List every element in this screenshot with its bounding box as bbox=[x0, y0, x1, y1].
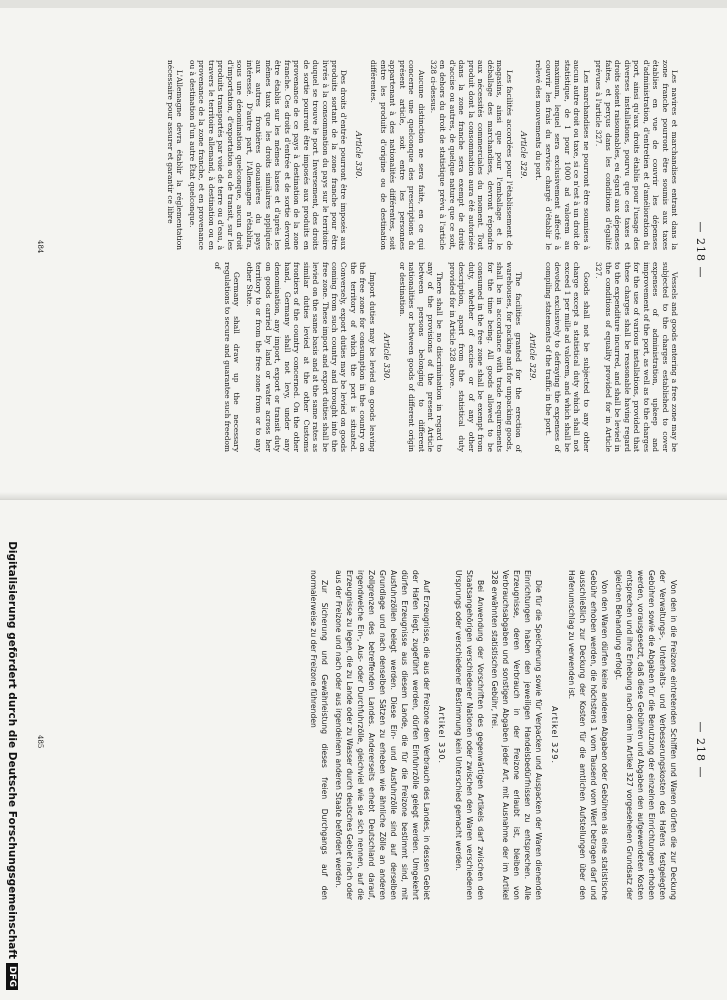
paragraph: Aucune distinction ne sera faite, en ce qui concerne une quelconque des prescriptions du présent article, soit entre les personnes appartenant à des nationalités différentes, soit entre les produits d'origine ou de destination différentes. bbox=[369, 60, 426, 250]
paragraph: The facilities granted for the erection of warehouses, for packing and for unpacking goods, shall be in accordance with trade requirements for the time being. All goods allowed to be consumed in the free zone shall be exempt from duty, whether of excise or of any other description, apart from the statistical duty provided for in Article 328 above. bbox=[447, 262, 524, 452]
english-column bbox=[210, 262, 679, 452]
left-page-number: — 218 — bbox=[694, 221, 707, 279]
article-heading: Artikel 329. bbox=[550, 706, 559, 764]
paragraph: Zur Sicherung und Gewährleistung dieses freien Durchgangs auf den normalerweise zu der Freizone führenden bbox=[308, 570, 329, 900]
right-signature-mark: 485 bbox=[36, 735, 44, 749]
paragraph: Bei Anwendung der Vorschriften des gegenwärtigen Artikels darf zwischen den Staatsangehörigen verschiedener Nationen oder zwischen den Waren verschiedenen Ursprungs oder verschiedener Bestimmung kein Unterschied gemacht werden. bbox=[454, 570, 486, 900]
article-heading: Article 330. bbox=[353, 131, 363, 179]
paragraph: Import duties may be levied on goods leaving the free zone for consumption in the country on the territory of which the port is situated. Conversely, export duties may be levied on goods coming from such country and brought into the free zone. These import and export duties shall be levied on the same basis and at the same rates as similar duties levied at the other Customs frontiers of the country concerned. On the other hand, Germany shall not levy, under any denomination, any import, export or transit duty on goods carried by land or water across her territory to or from the free zone from or to any other State. bbox=[244, 262, 377, 452]
paragraph: Germany shall draw up the necessary regulations to secure and guarantee such freedom of bbox=[213, 262, 242, 452]
paragraph: Von den in die Freizone eintretenden Schiffen und Waren dürfen die zur Deckung der Verwaltungs-, Unterhalts- und Verbesserungskosten des Hafens festgelegten Gebühren sowie die Abgaben für die Benutzung der einzelnen Einrichtungen erhoben werden, vorausgesetzt, daß diese Gebühren und Abgaben den aufgewendeten Kosten entsprechen und ihre Erhebung nach dem im Artikel 327 vorgesehenen Grundsatz der gleichen Behandlung erfolgt. bbox=[614, 570, 678, 900]
paragraph: There shall be no discrimination in regard to any of the provisions of the present Article between persons belonging to different nationalities or between goods of different origin or destination. bbox=[397, 262, 445, 452]
paragraph: Vessels and goods entering a free zone may be subjected to the charges established to cover expenses of administration, upkeep and improvement of the port, as well as to the charges for the use of various installations, provided that these charges shall be reasonable having regard to the expenditure incurred, and shall be levied in the conditions of equality provided for in Article 327. bbox=[594, 262, 679, 452]
german-column bbox=[305, 570, 679, 900]
article-heading: Article 329. bbox=[518, 131, 528, 179]
article-heading: Artikel 330. bbox=[437, 706, 447, 764]
paragraph: Des droits d'entrée pourront être imposés aux produits sortant de la zone franche pour être livrés à la consommation du pays sur le territoire duquel se trouve le port. Inversement, des droits de sortie pourront être imposés aux produits en provenance de ce pays à destination de la zone franche. Ces droits d'entrée et de sortie devront être établis sur les mêmes bases et d'après les mêmes taux que les droits similaires appliqués aux autres frontières douanières du pays intéressé. D'autre part, l'Allemagne n'établira, sous une dénomination quelconque, aucun droit d'importation, d'exportation ou de transit, sur les produits transportés par voie de terre ou d'eau, à travers le territoire allemand, à destination ou en provenance de la zone franche, et en provenance ou à destination d'un autre État quelconque. bbox=[187, 60, 349, 250]
dfg-logo: DFG bbox=[6, 963, 18, 990]
paragraph: Auf Erzeugnisse, die aus der Freizone den Verbrauch des Landes, in dessen Gebiet der Hafen liegt, zugeführt werden, dürfen Einfuhrzölle gelegt werden. Umgekehrt dürfen Erzeugnisse aus diesem Lande, die für die Freizone bestimmt sind, mit Ausfuhrzöllen belegt werden. Diese Ein- und Ausfuhrzölle sind auf derselben Grundlage und nach denselben Sätzen zu erheben wie ähnliche Zölle an anderen Zollgrenzen des betreffenden Landes. Andererseits erhebt Deutschland darauf, irgendwelche Ein-, Aus- oder Durchfuhrzölle, gleichviel wie sie sich nennen, auf die Erzeugnisse zu legen, die zu Lande oder zu Wasser durch deutsches Gebiet nach oder aus der Freizone und nach oder aus irgendeinem anderen Staate befördert werden. bbox=[333, 570, 431, 900]
right-page bbox=[0, 500, 727, 1000]
credit-text: Digitalisierung gefördert durch die Deutsche Forschungsgemeinschaft bbox=[6, 541, 18, 959]
paragraph: Goods shall not be subjected to any other charge except a statistical duty which shall not exceed 1 per mille ad valorem, and which shall be devoted exclusively to defraying the expenses of compiling statements of the traffic in the port. bbox=[543, 262, 591, 452]
left-edge bbox=[0, 0, 727, 8]
paragraph: Les marchandises ne pourront être soumises à aucun autre droit ou taxe, si ce n'est à un droit de statistique, de 1 pour 1000 ad valorem au maximum, lequel sera exclusivement affecté à couvrir les frais du service chargé d'établir le relevé des mouvements du port. bbox=[534, 60, 591, 250]
paragraph: Die für die Speicherung sowie für Verpacken und Auspacken der Waren dienenden Einrichtungen haben den jeweiligen Handelsbedürfnissen zu entsprechen. Alle Erzeugnisse, deren Verbrauch in der Freizone erlaubt ist, bleiben von Verbrauchsabgaben und sonstigen Abgaben jeder Art, mit Ausnahme der im Artikel 328 erwähnten statistischen Gebühr, frei. bbox=[490, 570, 544, 900]
paragraph: Von den Waren dürfen keine anderen Abgaben oder Gebühren als eine statistische Gebühr erhoben werden, die höchstens 1 vom Tausend vom Wert betragen darf und ausschließlich zur Deckung der Kosten für die amtlichen Aufstellungen über den Hafenumschlag zu verwenden ist. bbox=[567, 570, 609, 900]
paragraph: Les facilités accordées pour l'établissement de magasins, ainsi que pour l'emballage et le déballage des marchandises, devront répondre aux nécessités commerciales du moment. Tout produit dont la consommation aura été autorisée dans la zone franche sera exempt de droits d'accise ou autres, de quelque nature que ce soit, en dehors du droit de statistique prévu à l'article 328 ci-dessus. bbox=[428, 60, 514, 250]
article-heading: Article 329. bbox=[528, 333, 538, 381]
article-heading: Article 330. bbox=[382, 333, 392, 381]
left-signature-mark: 484 bbox=[36, 240, 44, 254]
dfg-credit bbox=[2, 0, 18, 1000]
paragraph: L'Allemagne devra établir la réglementation nécessaire pour assurer et garantir ce libre bbox=[166, 60, 185, 250]
french-column bbox=[163, 60, 679, 250]
right-page-number: — 218 — bbox=[694, 721, 707, 779]
paragraph: Les navires et marchandises entrant dans la zone franche pourront être soumis aux taxes établies en vue de couvrir les dépenses d'administration, d'entretien et d'amélioration du port, ainsi qu'aux droits établis pour l'usage des diverses installations, pourvu que ces taxes et droits soient raisonnables, eu égard aux dépenses faites, et perçus dans les conditions d'égalité prévues à l'article 327. bbox=[594, 60, 679, 250]
